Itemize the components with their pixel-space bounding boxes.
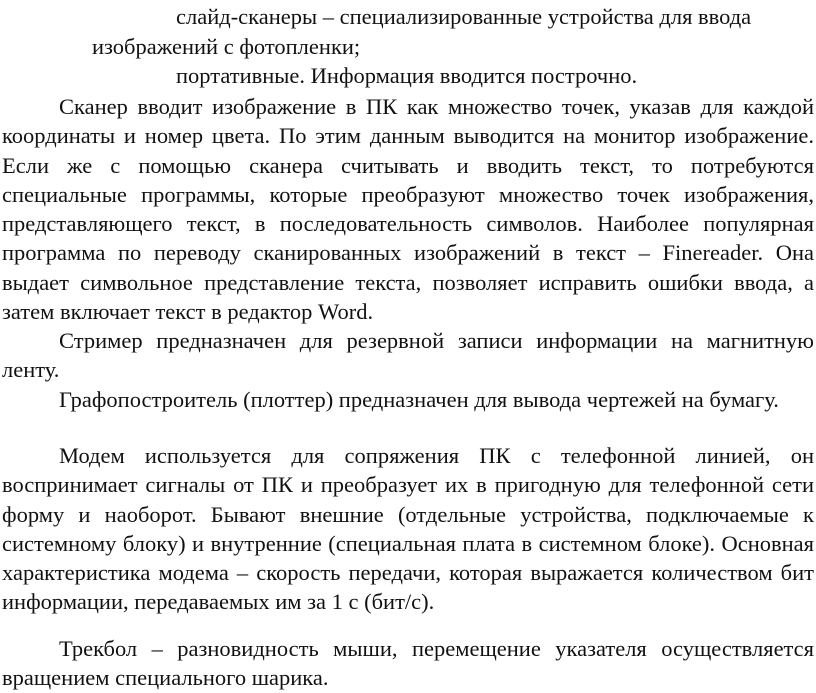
paragraph-trackball: Трекбол – разновидность мыши, перемещение указателя осуществляется вращением специального шарика. <box>2 636 814 691</box>
paragraph-modem: Модем используется для сопряжения ПК с телефонной линией, он воспринимает сигналы от ПК и преобразует их в пригодную для телефонной сети форму и наоборот. Бывают внешние (отдельные устройства, подключаемые к системному блоку) и внутренние (специальная плата в системном блоке). Основная характеристика модема – скорость передачи, которая выражается количеством бит информации, передаваемых им за 1 с (бит/с). <box>2 443 814 615</box>
paragraph-streamer: Стример предназначен для резервной записи информации на магнитную ленту. <box>2 328 814 383</box>
bullet-item-slide-scanners <box>0 2 816 62</box>
bullet-text: портативные. Информация вводится построчно. <box>176 63 638 88</box>
paragraph-plotter: Графопостроитель (плоттер) предназначен для вывода чертежей на бумагу. <box>59 387 779 412</box>
bullet-text-line-1: слайд-сканеры – специализированные устройства для ввода <box>176 4 752 29</box>
bullet-item-portable <box>0 61 816 91</box>
bullet-text-line-2: изображений с фотопленки; <box>92 34 361 59</box>
paragraph-scanner: Сканер вводит изображение в ПК как множество точек, указав для каждой координаты и номер цвета. По этим данным выводится на монитор изображение. Если же с помощью сканера считывать и вводить текст, то потребуются специальные программы, которые преобразуют множество точек изображения, представляющего текст, в последовательность символов. Наиболее популярная программа по переводу сканированных изображений в текст – Finereader. Она выдает символьное представление текста, позволяет исправить ошибки ввода, а затем включает текст в редактор Word. <box>2 94 814 325</box>
